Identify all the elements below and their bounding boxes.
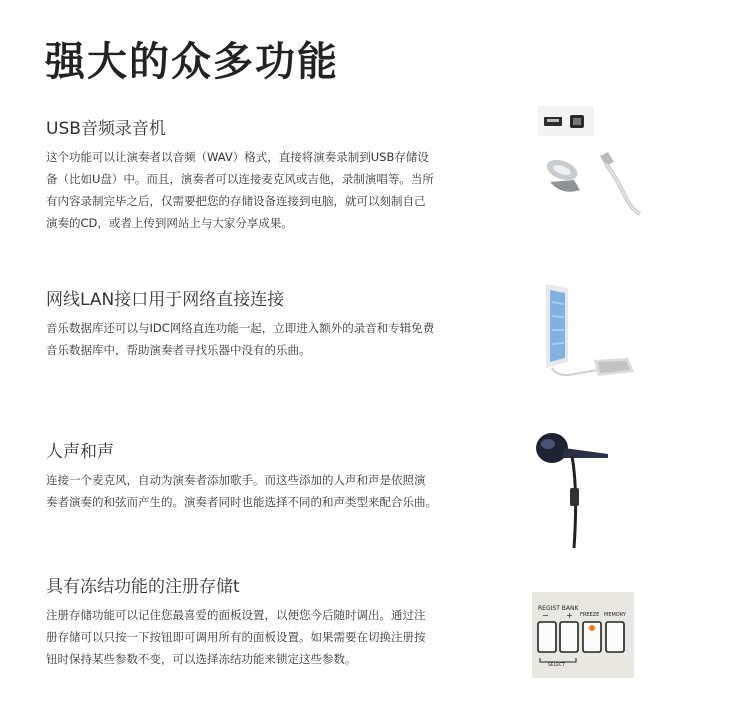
memory-button[interactable] xyxy=(606,622,624,652)
description-line: 连接一个麦克风，自动为演奏者添加歌手。而这些添加的人声和声是依照演 xyxy=(46,473,426,487)
feature-title: USB音频录音机 xyxy=(46,119,166,139)
usb-drive-icon xyxy=(540,150,650,220)
memory-label: MEMORY xyxy=(604,612,626,618)
feature-description xyxy=(46,146,466,234)
description-line: 音乐数据库中，帮助演奏者寻找乐器中没有的乐曲。 xyxy=(46,343,311,357)
feature-description xyxy=(46,317,466,361)
regist-plus-button[interactable] xyxy=(560,622,578,652)
page-title: 强大的众多功能 xyxy=(45,38,339,85)
registration-panel-icon xyxy=(532,592,634,678)
feature-title: 网线LAN接口用于网络直接连接 xyxy=(46,290,285,310)
feature-usb-recorder xyxy=(46,117,466,234)
description-line: 演奏的CD，或者上传到网站上与大家分享成果。 xyxy=(46,216,293,230)
feature-vocal-harmony xyxy=(46,440,466,513)
freeze-label: FREEZE xyxy=(580,612,600,618)
regist-bank-label: REGIST BANK xyxy=(538,605,579,612)
description-line: 音乐数据库还可以与IDC网络直连功能一起，立即进入额外的录音和专辑免费 xyxy=(46,321,435,335)
feature-title: 人声和声 xyxy=(46,442,114,462)
feature-description xyxy=(46,469,466,513)
feature-description xyxy=(46,604,466,670)
description-line: 有内容录制完毕之后，仅需要把您的存储设备连接到电脑，就可以刻制自己 xyxy=(46,194,426,208)
select-label: SELECT xyxy=(548,663,565,668)
description-line: 册存储可以只按一下按钮即可调用所有的面板设置。如果需要在切换注册按 xyxy=(46,630,426,644)
usb-ports-icon xyxy=(538,106,594,136)
freeze-led-icon xyxy=(589,625,595,631)
description-line: 钮时保持某些参数不变，可以选择冻结功能来锁定这些参数。 xyxy=(46,652,357,666)
feature-title: 具有冻结功能的注册存储t xyxy=(46,577,240,597)
plus-label: + xyxy=(566,611,573,620)
regist-minus-button[interactable] xyxy=(538,622,556,652)
microphone-icon xyxy=(532,430,616,548)
description-line: 这个功能可以让演奏者以音频（WAV）格式，直接将演奏录制到USB存储设 xyxy=(46,150,429,164)
description-line: 奏者演奏的和弦而产生的。演奏者同时也能选择不同的和声类型来配合乐曲。 xyxy=(46,495,437,509)
feature-lan-port xyxy=(46,288,466,361)
feature-registration-memory xyxy=(46,575,466,670)
description-line: 注册存储功能可以记住您最喜爱的面板设置，以便您今后随时调出。通过注 xyxy=(46,608,426,622)
description-line: 备（比如U盘）中。而且，演奏者可以连接麦克风或吉他，录制演唱等。当所 xyxy=(46,172,434,186)
monitor-icon xyxy=(538,282,638,386)
minus-label: − xyxy=(542,611,549,620)
